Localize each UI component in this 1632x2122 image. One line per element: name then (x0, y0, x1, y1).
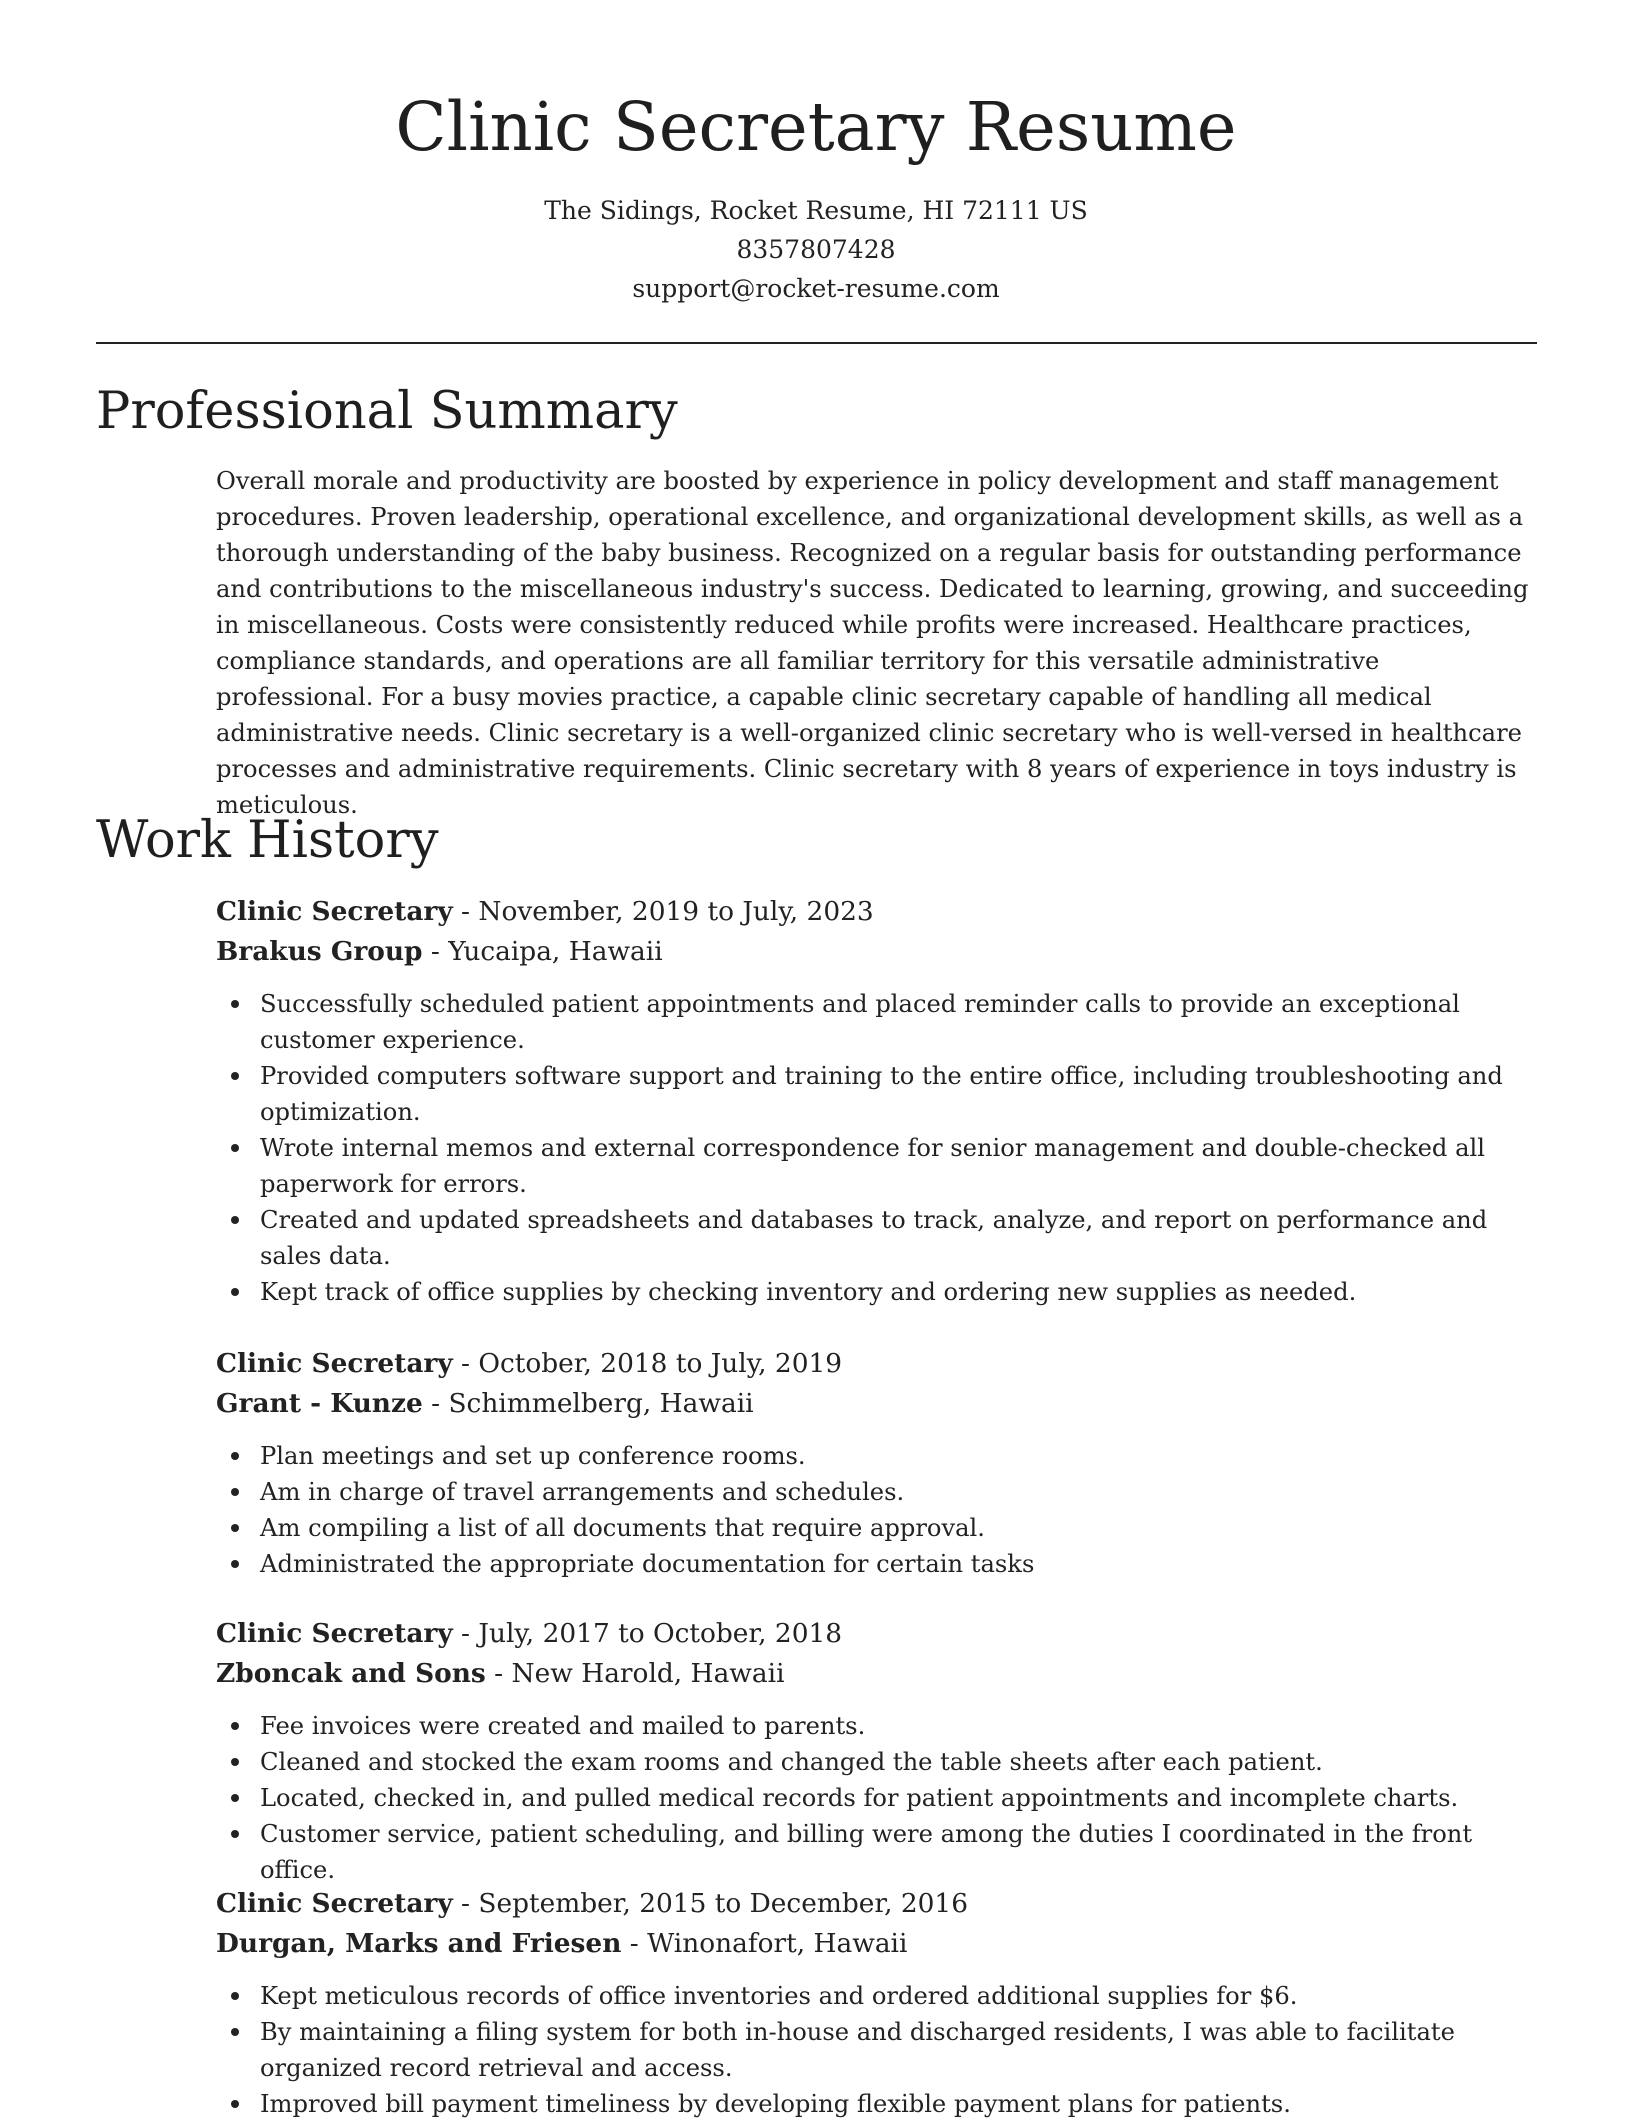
contact-address: The Sidings, Rocket Resume, HI 72111 US (544, 196, 1088, 225)
list-item: Improved bill payment timeliness by developing flexible payment plans for patients. (260, 2086, 1536, 2122)
resume-title: Clinic Secretary Resume (395, 88, 1237, 166)
job-title: Clinic Secretary (216, 1348, 453, 1379)
job-title: Clinic Secretary (216, 1888, 453, 1919)
summary-heading: Professional Summary (96, 382, 678, 441)
list-item: Fee invoices were created and mailed to parents. (260, 1708, 1536, 1744)
list-item: Successfully scheduled patient appointments and placed reminder calls to provide an exceptional customer experience. (260, 986, 1536, 1058)
job-company: Durgan, Marks and Friesen (216, 1928, 622, 1959)
job-company: Grant - Kunze (216, 1388, 423, 1419)
list-item: Created and updated spreadsheets and databases to track, analyze, and report on performance and sales data. (260, 1202, 1536, 1274)
job-company-line (216, 1384, 1536, 1424)
separator: - (422, 1388, 449, 1419)
job-title-line (216, 1614, 1536, 1654)
job-title: Clinic Secretary (216, 896, 453, 927)
work-history-heading: Work History (96, 811, 439, 870)
list-item: By maintaining a filing system for both in-house and discharged residents, I was able to facilitate organized record retrieval and access. (260, 2014, 1536, 2086)
list-item: Am compiling a list of all documents that require approval. (260, 1510, 1536, 1546)
job-location: New Harold, Hawaii (511, 1658, 785, 1689)
job-dates: September, 2015 to December, 2016 (478, 1888, 969, 1919)
list-item: Provided computers software support and training to the entire office, including troubleshooting and optimization. (260, 1058, 1536, 1130)
separator: - (621, 1928, 648, 1959)
job-bullets (216, 1708, 1536, 1888)
separator: - (452, 1888, 479, 1919)
header-divider (96, 342, 1537, 344)
job-title-line (216, 1344, 1536, 1384)
list-item: Kept track of office supplies by checking inventory and ordering new supplies as needed. (260, 1274, 1536, 1310)
job-location: Yucaipa, Hawaii (448, 936, 663, 967)
summary-text: Overall morale and productivity are boosted by experience in policy development and staff management procedures. Proven leadership, operational excellence, and organizational development skills, as well as a thorough understanding of the baby business. Recognized on a regular basis for outstanding performance and contributions to the miscellaneous industry's success. Dedicated to learning, growing, and succeeding in miscellaneous. Costs were consistently reduced while profits were increased. Healthcare practices, compliance standards, and operations are all familiar territory for this versatile administrative professional. For a busy movies practice, a capable clinic secretary capable of handling all medical administrative needs. Clinic secretary is a well-organized clinic secretary who is well-versed in healthcare processes and administrative requirements. Clinic secretary with 8 years of experience in toys industry is meticulous. (216, 467, 1529, 819)
separator: - (452, 1348, 479, 1379)
separator: - (452, 1618, 479, 1649)
job-dates: July, 2017 to October, 2018 (478, 1618, 843, 1649)
job-title-line (216, 1884, 1536, 1924)
separator: - (485, 1658, 512, 1689)
list-item: Customer service, patient scheduling, and billing were among the duties I coordinated in the front office. (260, 1816, 1536, 1888)
job-location: Winonafort, Hawaii (647, 1928, 908, 1959)
job-company-line (216, 1924, 1536, 1964)
separator: - (452, 896, 479, 927)
job-company: Zboncak and Sons (216, 1658, 486, 1689)
job-title: Clinic Secretary (216, 1618, 453, 1649)
job-dates: November, 2019 to July, 2023 (478, 896, 874, 927)
job-company: Brakus Group (216, 936, 423, 967)
job-location: Schimmelberg, Hawaii (448, 1388, 754, 1419)
job-bullets (216, 986, 1536, 1310)
list-item: Wrote internal memos and external correspondence for senior management and double-checked all paperwork for errors. (260, 1130, 1536, 1202)
job-entry (216, 1344, 1536, 1582)
job-bullets (216, 1438, 1536, 1582)
job-entry (216, 1614, 1536, 1888)
list-item: Administrated the appropriate documentation for certain tasks (260, 1546, 1536, 1582)
job-title-line (216, 892, 1536, 932)
job-company-line (216, 932, 1536, 972)
list-item: Am in charge of travel arrangements and schedules. (260, 1474, 1536, 1510)
job-company-line (216, 1654, 1536, 1694)
job-dates: October, 2018 to July, 2019 (478, 1348, 843, 1379)
contact-email: support@rocket-resume.com (632, 274, 1000, 303)
contact-block (0, 191, 1632, 308)
job-bullets (216, 1978, 1536, 2122)
separator: - (422, 936, 449, 967)
list-item: Plan meetings and set up conference rooms. (260, 1438, 1536, 1474)
list-item: Cleaned and stocked the exam rooms and changed the table sheets after each patient. (260, 1744, 1536, 1780)
list-item: Located, checked in, and pulled medical records for patient appointments and incomplete charts. (260, 1780, 1536, 1816)
job-entry (216, 1884, 1536, 2122)
job-entry (216, 892, 1536, 1310)
list-item: Kept meticulous records of office inventories and ordered additional supplies for $6. (260, 1978, 1536, 2014)
contact-phone: 8357807428 (736, 235, 896, 264)
